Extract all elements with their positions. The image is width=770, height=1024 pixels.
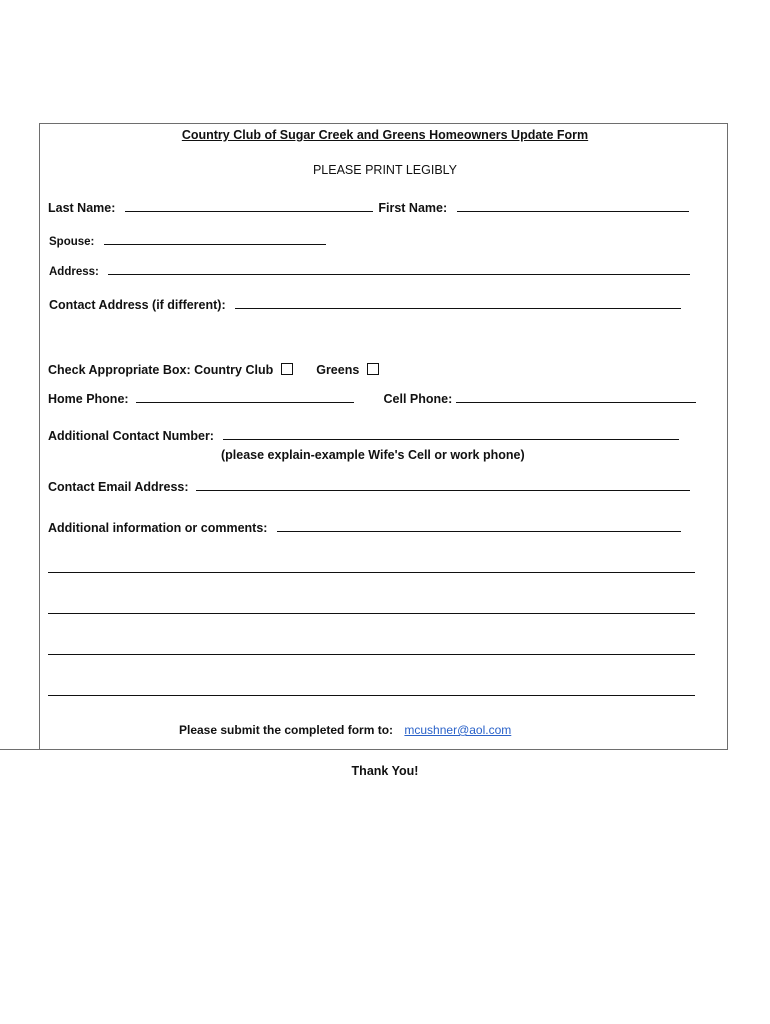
home-phone-label: Home Phone: — [48, 392, 129, 406]
additional-contact-row — [48, 427, 679, 444]
spouse-label: Spouse: — [49, 236, 95, 248]
country-club-label: Check Appropriate Box: Country Club — [48, 363, 274, 377]
form-border-extension — [0, 749, 40, 750]
address-label: Address: — [49, 266, 99, 278]
email-label: Contact Email Address: — [48, 480, 189, 494]
submit-email-link[interactable]: mcushner@aol.com — [404, 723, 512, 737]
additional-contact-field[interactable] — [223, 427, 679, 440]
spouse-row — [49, 232, 326, 250]
cell-phone-field[interactable] — [456, 390, 696, 403]
additional-contact-hint: (please explain-example Wife's Cell or work phone) — [221, 448, 525, 462]
email-field[interactable] — [196, 478, 690, 491]
thank-you-text: Thank You! — [351, 764, 419, 778]
cell-phone-label: Cell Phone: — [383, 392, 453, 406]
name-row — [48, 199, 689, 216]
first-name-label: First Name: — [378, 201, 448, 215]
comments-line-3[interactable] — [48, 654, 695, 655]
comments-line-1[interactable] — [48, 572, 695, 573]
submit-row — [179, 722, 511, 738]
greens-label: Greens — [316, 363, 360, 377]
country-club-checkbox[interactable] — [281, 363, 293, 375]
additional-contact-label: Additional Contact Number: — [48, 429, 214, 443]
contact-address-field[interactable] — [235, 296, 681, 309]
first-name-field[interactable] — [457, 199, 689, 212]
home-phone-field[interactable] — [136, 390, 354, 403]
contact-address-label: Contact Address (if different): — [49, 298, 226, 312]
comments-line-2[interactable] — [48, 613, 695, 614]
comments-label: Additional information or comments: — [48, 521, 268, 535]
contact-address-row — [49, 296, 681, 313]
email-row — [48, 478, 690, 495]
form-title: Country Club of Sugar Creek and Greens Homeowners Update Form — [181, 128, 589, 142]
last-name-field[interactable] — [125, 199, 373, 212]
address-field[interactable] — [108, 262, 690, 275]
print-legibly-instruction: PLEASE PRINT LEGIBLY — [312, 163, 458, 177]
submit-label: Please submit the completed form to: — [179, 723, 394, 737]
spouse-field[interactable] — [104, 232, 326, 245]
phone-row — [48, 390, 696, 407]
membership-row — [48, 362, 379, 378]
address-row — [49, 262, 690, 280]
last-name-label: Last Name: — [48, 201, 116, 215]
greens-checkbox[interactable] — [367, 363, 379, 375]
comments-field[interactable] — [277, 519, 681, 532]
comments-line-4[interactable] — [48, 695, 695, 696]
comments-row — [48, 519, 681, 536]
